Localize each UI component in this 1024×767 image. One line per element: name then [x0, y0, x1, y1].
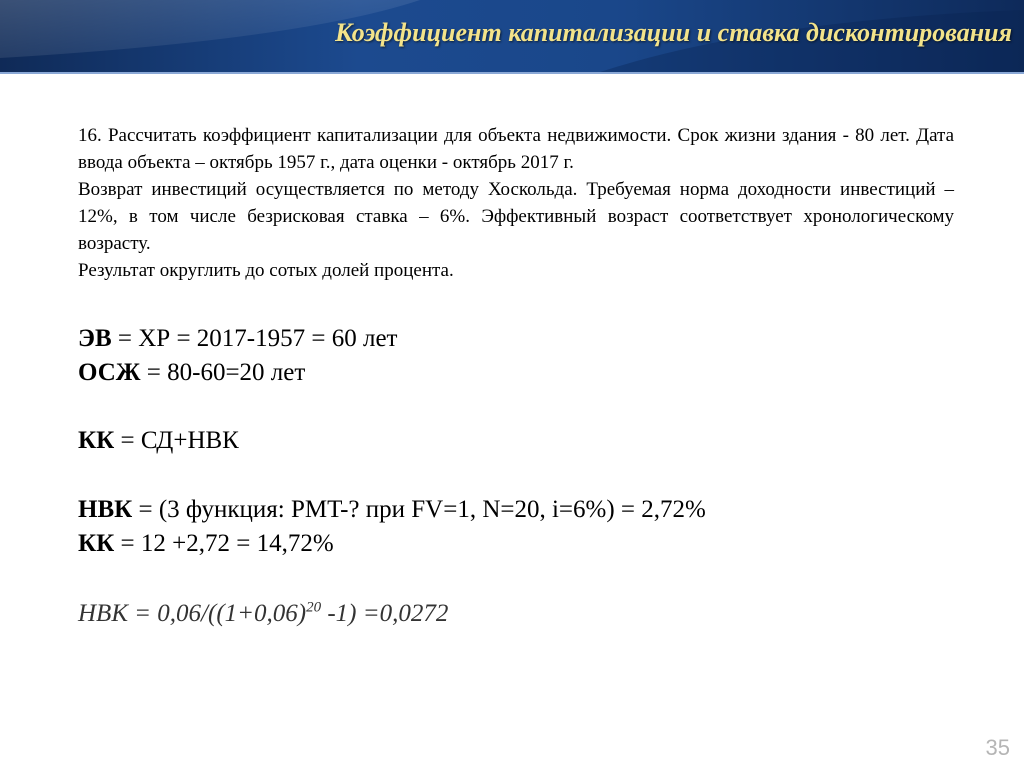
- formula-nvk-calc-exponent: 20: [306, 599, 322, 616]
- formula-kk-definition: [78, 425, 239, 457]
- formula-ev: [78, 323, 397, 355]
- formula-osj: [78, 357, 305, 389]
- formula-kk-definition-text: = СД+НВК: [114, 427, 239, 454]
- formula-nvk: [78, 494, 706, 526]
- formula-nvk-calculation: [78, 598, 448, 630]
- task-paragraph-2: Возврат инвестиций осуществляется по методу Хоскольда. Требуемая норма доходности инвестиций – 12%, в том числе безрисковая ставка – 6%. Эффективный возраст соответствует хронологическому возрасту.: [78, 179, 954, 254]
- slide-header: [0, 0, 1024, 72]
- slide-title: Коэффициент капитализации и ставка дисконтирования: [335, 18, 1012, 47]
- task-paragraph-3: Результат округлить до сотых долей процента.: [78, 260, 454, 281]
- task-statement: [78, 122, 954, 284]
- task-paragraph-1: 16. Рассчитать коэффициент капитализации для объекта недвижимости. Срок жизни здания - 80 лет. Дата ввода объекта – октябрь 1957 г., дата оценки - октябрь 2017 г.: [78, 125, 954, 173]
- formula-osj-label: ОСЖ: [78, 359, 141, 386]
- formula-ev-text: = ХР = 2017-1957 = 60 лет: [111, 325, 398, 352]
- header-divider: [0, 72, 1024, 74]
- formula-kk-label: КК: [78, 427, 115, 454]
- formula-nvk-text: = (3 функция: PMT-? при FV=1, N=20, i=6%) = 2,72%: [132, 496, 706, 523]
- formula-osj-text: = 80-60=20 лет: [140, 359, 306, 386]
- formula-kk-result: [78, 528, 334, 560]
- formula-ev-label: ЭВ: [78, 325, 112, 352]
- formula-nvk-label: НВК: [78, 496, 133, 523]
- formula-kk-result-label: КК: [78, 530, 115, 557]
- page-number: 35: [985, 735, 1010, 760]
- formula-kk-result-text: = 12 +2,72 = 14,72%: [114, 530, 334, 557]
- formula-nvk-calc-part1: НВК = 0,06/((1+0,06): [78, 600, 307, 627]
- formula-nvk-calc-part2: -1) =0,0272: [321, 600, 449, 627]
